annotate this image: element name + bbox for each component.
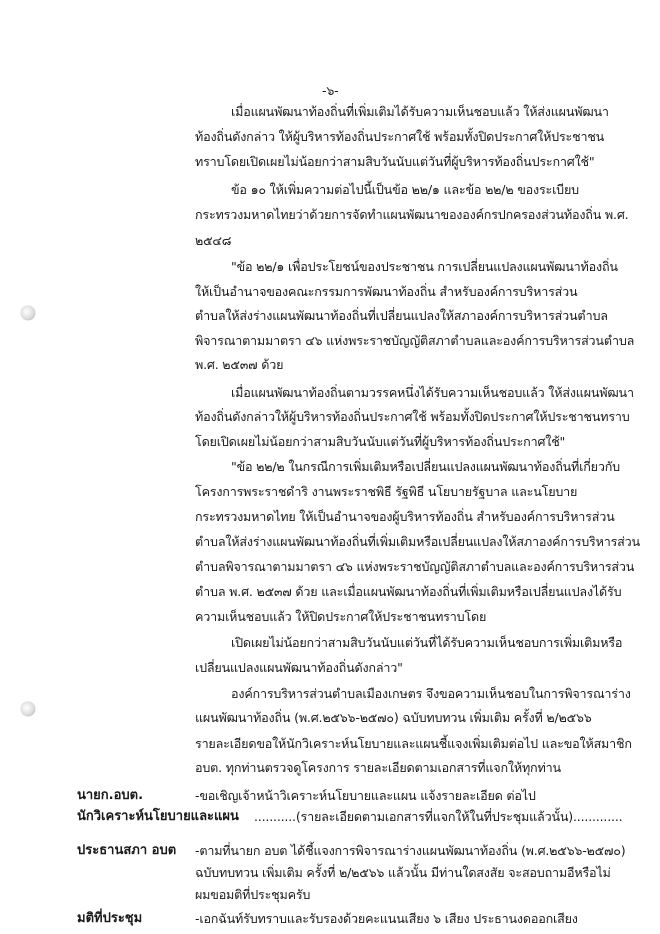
body-line: "ข้อ ๒๒/๒ ในกรณีการเพิ่มเติมหรือเปลี่ยนแปลงแผนพัฒนาท้องถิ่นที่เกี่ยวกับ xyxy=(231,459,620,474)
body-line: ตำบลให้ส่งร่างแผนพัฒนาท้องถิ่นที่เปลี่ยนแปลงให้สภาองค์การบริหารส่วนตำบล xyxy=(195,308,608,323)
body-line: พ.ศ. ๒๕๓๗ ด้วย xyxy=(195,357,284,372)
speaker-label: นายก.อบต. xyxy=(77,788,144,803)
speaker-text: ผมขอมติที่ประชุมครับ xyxy=(195,887,311,902)
body-line: ตำบลให้ส่งร่างแผนพัฒนาท้องถิ่นที่เพิ่มเติมหรือเปลี่ยนแปลงให้สภาองค์การบริหารส่วน xyxy=(195,534,640,549)
speaker-text: -ขอเชิญเจ้าหน้าวิเคราะห์นโยบายและแผน แจ้งรายละเอียด ต่อไป xyxy=(195,788,536,803)
speaker-text: ...........(รายละเอียดตามเอกสารที่แจกให้ในที่ประชุมแล้วนั้น)............. xyxy=(254,809,623,824)
body-line: พิจารณาตามมาตรา ๔๖ แห่งพระราชบัญญัติสภาตำบลและองค์การบริหารส่วนตำบล xyxy=(195,333,635,348)
body-line: ท้องถิ่นดังกล่าว ให้ผู้บริหารท้องถิ่นประกาศใช้ พร้อมทั้งปิดประกาศให้ประชาชน xyxy=(195,129,605,144)
body-line: ท้องถิ่นดังกล่าวให้ผู้บริหารท้องถิ่นประกาศใช้ พร้อมทั้งปิดประกาศให้ประชาชนทราบ xyxy=(195,409,630,424)
body-line: เมื่อแผนพัฒนาท้องถิ่นที่เพิ่มเติมได้รับความเห็นชอบแล้ว ให้ส่งแผนพัฒนา xyxy=(231,104,609,119)
body-line: กระทรวงมหาดไทยว่าด้วยการจัดทำแผนพัฒนาขององค์กรปกครองส่วนท้องถิ่น พ.ศ. xyxy=(195,207,629,222)
speaker-label: ประธานสภา อบต xyxy=(77,843,177,858)
speaker-label: มติที่ประชุม xyxy=(77,911,143,926)
body-line: กระทรวงมหาดไทย ให้เป็นอำนาจของผู้บริหารท้องถิ่น สำหรับองค์การบริหารส่วน xyxy=(195,509,615,524)
body-line: องค์การบริหารส่วนตำบลเมืองเกษตร จึงขอความเห็นชอบในการพิจารณาร่าง xyxy=(231,686,631,701)
body-line: ตำบลพิจารณาตามมาตรา ๔๖ แห่งพระราชบัญญัติสภาตำบลและองค์การบริหารส่วน xyxy=(195,559,635,574)
body-line: เปลี่ยนแปลงแผนพัฒนาท้องถิ่นดังกล่าว" xyxy=(195,660,403,675)
body-line: "ข้อ ๒๒/๑ เพื่อประโยชน์ของประชาชน การเปลี่ยนแปลงแผนพัฒนาท้องถิ่น xyxy=(231,259,618,274)
body-line: ข้อ ๑๐ ให้เพิ่มความต่อไปนี้เป็นข้อ ๒๒/๑ และข้อ ๒๒/๒ ของระเบียบ xyxy=(231,182,579,197)
page-number: -๖- xyxy=(322,83,339,98)
body-line: แผนพัฒนาท้องถิ่น (พ.ศ.๒๕๖๖-๒๕๗๐) ฉบับทบทวน เพิ่มเติม ครั้งที่ ๒/๒๕๖๖ xyxy=(195,710,592,725)
body-line: เปิดเผยไม่น้อยกว่าสามสิบวันนับแต่วันที่ได้รับความเห็นชอบการเพิ่มเติมหรือ xyxy=(231,635,623,650)
body-line: อบต. ทุกท่านตรวจดูโครงการ รายละเอียดตามเอกสารที่แจกให้ทุกท่าน xyxy=(195,760,561,775)
body-line: รายละเอียดขอให้นักวิเคราะห์นโยบายและแผนชี้แจงเพิ่มเติมต่อไป และขอให้สมาชิก xyxy=(195,736,632,751)
body-line: ให้เป็นอำนาจของคณะกรรมการพัฒนาท้องถิ่น สำหรับองค์การบริหารส่วน xyxy=(195,284,578,299)
body-line: ความเห็นชอบแล้ว ให้ปิดประกาศให้ประชาชนทราบโดย xyxy=(195,609,487,624)
speaker-text: -เอกฉันท์รับทราบและรับรองด้วยคะแนนเสียง ๖ เสียง ประธานงดออกเสียง xyxy=(195,911,578,926)
body-line: ทราบโดยเปิดเผยไม่น้อยกว่าสามสิบวันนับแต่วันที่ผู้บริหารท้องถิ่นประกาศใช้" xyxy=(195,154,595,169)
body-line: ๒๕๔๘ xyxy=(195,233,232,248)
speaker-text: ฉบับทบทวน เพิ่มเติม ครั้งที่ ๒/๒๕๖๖ แล้วนั้น มีท่านใดสงสัย จะสอบถามอีหรือไม่ xyxy=(195,865,611,880)
speaker-label: นักวิเคราะห์นโยบายและแผน xyxy=(77,809,239,824)
body-line: ตำบล พ.ศ. ๒๕๓๗ ด้วย และเมื่อแผนพัฒนาท้องถิ่นที่เพิ่มเติมหรือเปลี่ยนแปลงได้รับ xyxy=(195,584,622,599)
body-line: เมื่อแผนพัฒนาท้องถิ่นตามวรรคหนึ่งได้รับความเห็นชอบแล้ว ให้ส่งแผนพัฒนา xyxy=(231,385,634,400)
punch-hole-bottom xyxy=(21,702,35,716)
body-line: โครงการพระราชดำริ งานพระราชพิธี รัฐพิธี นโยบายรัฐบาล และนโยบาย xyxy=(195,484,578,499)
body-line: โดยเปิดเผยไม่น้อยกว่าสามสิบวันนับแต่วันที่ผู้บริหารท้องถิ่นประกาศใช้" xyxy=(195,434,566,449)
punch-hole-top xyxy=(21,306,35,320)
speaker-text: -ตามที่นายก อบต ได้ชี้แจงการพิจารณาร่างแผนพัฒนาท้องถิ่น (พ.ศ.๒๕๖๖-๒๕๗๐) xyxy=(195,843,626,858)
